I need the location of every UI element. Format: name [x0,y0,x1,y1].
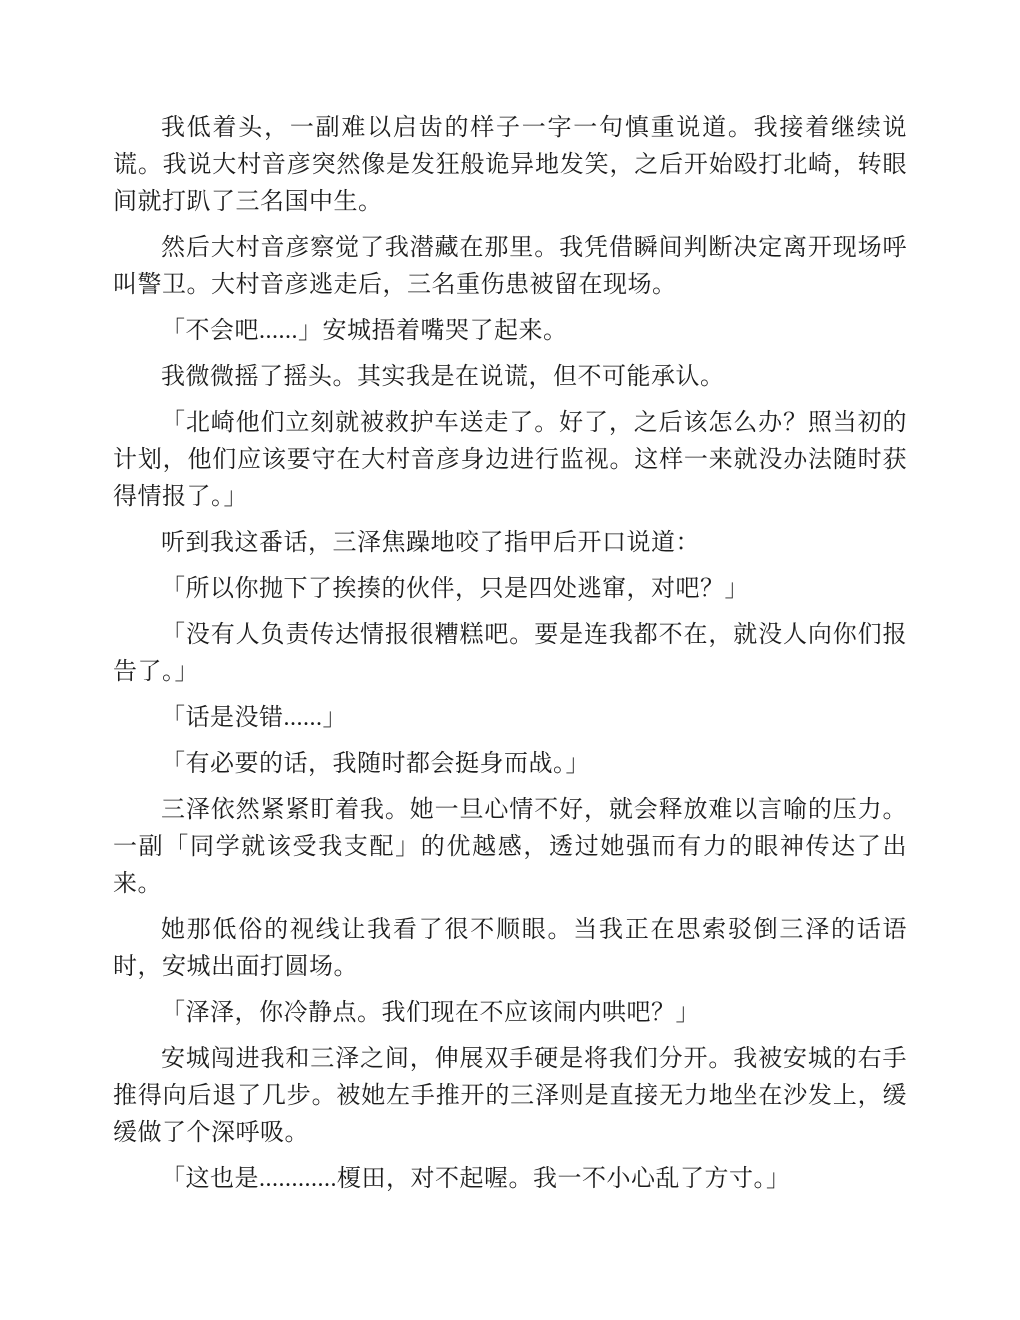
paragraph: 三泽依然紧紧盯着我。她一旦心情不好，就会释放难以言喻的压力。一副「同学就该受我支配」的优越感，透过她强而有力的眼神传达了出来。 [113,797,907,897]
paragraph-dialogue: 「有必要的话，我随时都会挺身而战。」 [161,751,590,777]
paragraph: 听到我这番话，三泽焦躁地咬了指甲后开口说道： [161,530,700,556]
paragraph-dialogue: 「话是没错......」 [161,705,347,731]
paragraph: 安城闯进我和三泽之间，伸展双手硬是将我们分开。我被安城的右手推得向后退了几步。被她左手推开的三泽则是直接无力地坐在沙发上，缓缓做了个深呼吸。 [113,1046,907,1146]
paragraph-dialogue: 「这也是............榎田，对不起喔。我一不小心乱了方寸。」 [161,1166,791,1192]
paragraph: 我微微摇了摇头。其实我是在说谎，但不可能承认。 [161,364,725,390]
paragraph-dialogue: 「所以你抛下了挨揍的伙伴，只是四处逃窜，对吧？」 [161,576,749,602]
paragraph-dialogue: 「北崎他们立刻就被救护车送走了。好了，之后该怎么办？照当初的计划，他们应该要守在大村音彦身边进行监视。这样一来就没办法随时获得情报了。」 [113,410,907,510]
paragraph: 然后大村音彦察觉了我潜藏在那里。我凭借瞬间判断决定离开现场呼叫警卫。大村音彦逃走后，三名重伤患被留在现场。 [113,235,907,298]
paragraph: 我低着头，一副难以启齿的样子一字一句慎重说道。我接着继续说谎。我说大村音彦突然像是发狂般诡异地发笑，之后开始殴打北崎，转眼间就打趴了三名国中生。 [113,115,907,215]
paragraph-dialogue: 「不会吧......」安城捂着嘴哭了起来。 [161,318,568,344]
paragraph-dialogue: 「泽泽，你冷静点。我们现在不应该闹内哄吧？」 [161,1000,700,1026]
paragraph-dialogue: 「没有人负责传达情报很糟糕吧。要是连我都不在，就没人向你们报告了。」 [113,622,907,685]
paragraph: 她那低俗的视线让我看了很不顺眼。当我正在思索驳倒三泽的话语时，安城出面打圆场。 [113,917,907,980]
